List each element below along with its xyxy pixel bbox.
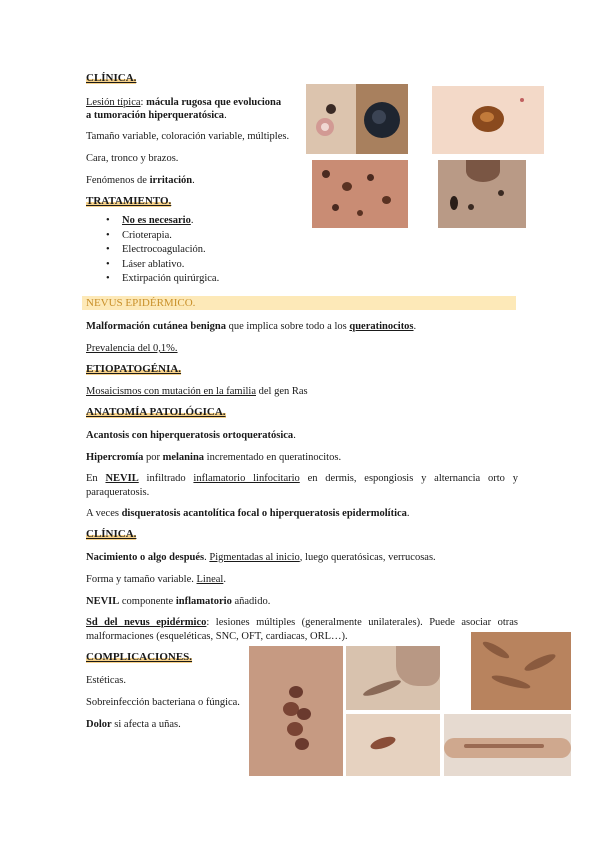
hipercromia-text <box>86 451 341 464</box>
photo-back-lesions <box>312 160 408 228</box>
photo-back-systematized <box>471 632 571 710</box>
irritation-text <box>86 174 195 187</box>
dolor-text <box>86 718 181 731</box>
lesion-text-l2: a tumoración hiperqueratósica <box>86 110 225 121</box>
treatment-item: • Crioterapia. <box>106 229 219 244</box>
etiopatogenia-text <box>86 385 308 398</box>
nevil-mid: componente <box>119 596 176 607</box>
nevil-text <box>86 472 518 499</box>
hiper-bold: Hipercromía <box>86 452 144 463</box>
treatment-item-text: No es necesario <box>122 215 191 226</box>
period: . <box>293 430 296 441</box>
mosaicism-u: Mosaicismos con mutación en la familia <box>86 386 256 397</box>
photo-linear-nevus <box>346 714 440 776</box>
nevil-rest: en dermis, espongiosis y alternancia orto y paraqueratosis. <box>86 473 518 498</box>
sd-term: Sd del nevus epidérmico <box>86 617 207 628</box>
inflam-u: inflamatorio linfocitario <box>193 473 300 484</box>
photo-seb-keratosis-2 <box>356 84 408 154</box>
sd-nevus-text <box>86 616 518 643</box>
photo-seb-keratosis-3 <box>432 86 544 154</box>
treatment-item: • Láser ablativo. <box>106 258 219 273</box>
nevil-mid: infiltrado <box>138 473 194 484</box>
photo-seb-keratosis-1 <box>306 84 356 154</box>
hiper-mid: por <box>143 452 163 463</box>
period: . <box>406 508 410 519</box>
location-text: Cara, tronco y brazos. <box>86 153 179 164</box>
sd-rest: : lesiones múltiples (generalmente unilaterales). Puede asociar otras malformaciones (esqueléticas, SNC, OFT, cardiacas, ORL…). <box>86 617 518 642</box>
forma-text <box>86 573 226 586</box>
nevil-inflam-text <box>86 595 270 608</box>
dolor-rest: si afecta a uñas. <box>111 719 181 730</box>
lesion-typical-line2 <box>86 109 227 122</box>
prevalence-u: Prevalencia del 0,1%. <box>86 343 178 354</box>
period: . <box>223 574 226 585</box>
melanina-bold: melanina <box>162 452 205 463</box>
nevil-term: NEVIL <box>105 473 139 484</box>
acantosis-bold: Acantosis con hiperqueratosis ortoqueratósica <box>86 430 294 441</box>
esteticas-text: Estéticas. <box>86 675 126 686</box>
photo-neck-nevus <box>346 646 440 710</box>
heading-clinica: CLÍNICA. <box>86 72 137 84</box>
forma-pre: Forma y tamaño variable. <box>86 574 197 585</box>
period: . <box>224 110 227 121</box>
ras-gene: del gen Ras <box>256 386 308 397</box>
heading-anatomia: ANATOMÍA PATOLÓGICA. <box>86 406 226 418</box>
nac-u: Pigmentadas al inicio <box>209 552 300 563</box>
treatment-item: • Extirpación quirúrgica. <box>106 272 219 287</box>
sobreinfeccion-text: Sobreinfección bacteriana o fúngica. <box>86 697 240 708</box>
photo-chest-lesions <box>438 160 526 228</box>
heading-complicaciones: COMPLICACIONES. <box>86 651 193 663</box>
size-text: Tamaño variable, coloración variable, múltiples. <box>86 131 290 142</box>
lesion-label: Lesión típica <box>86 97 141 108</box>
keratinocytes-term: queratinocitos <box>349 321 414 332</box>
heading-tratamiento: TRATAMIENTO. <box>86 195 172 207</box>
heading-clinica-2: CLÍNICA. <box>86 528 137 540</box>
dolor-bold: Dolor <box>86 719 112 730</box>
nac-rest: , luego queratósicas, verrucosas. <box>299 552 436 563</box>
period: . <box>190 215 194 226</box>
nac-bold: Nacimiento o algo después <box>86 552 205 563</box>
aveces-bold: disqueratosis acantolítica focal o hiperqueratosis epidermolítica <box>121 508 407 519</box>
prevalence-text <box>86 342 178 355</box>
lesion-text-l1: mácula rugosa que evoluciona <box>146 97 282 108</box>
nevil-bold: NEVIL <box>86 596 120 607</box>
period: . <box>413 321 417 332</box>
treatment-list <box>106 214 219 287</box>
aveces-text <box>86 507 410 520</box>
lesion-typical-line1 <box>86 96 281 109</box>
hiper-rest: incrementado en queratinocitos. <box>204 452 342 463</box>
nevil-pre: En <box>86 473 106 484</box>
aveces-pre: A veces <box>86 508 122 519</box>
photo-arm-linear-nevus <box>444 714 571 776</box>
sep: : <box>140 97 147 108</box>
irritation-bold: irritación <box>149 175 193 186</box>
period: . <box>192 175 195 186</box>
malf-bold: Malformación cutánea benigna <box>86 321 226 332</box>
nevil-rest: añadido. <box>231 596 271 607</box>
treatment-item <box>106 214 219 229</box>
nacimiento-text <box>86 551 436 564</box>
forma-u: Lineal <box>196 574 224 585</box>
malformation-text <box>86 320 416 333</box>
irritation-pre: Fenómenos de <box>86 175 150 186</box>
heading-nevus-epidermico: NEVUS EPIDÉRMICO. <box>86 297 196 309</box>
treatment-item: • Electrocoagulación. <box>106 243 219 258</box>
photo-verrucous-nevus <box>249 646 343 776</box>
sep: . <box>204 552 210 563</box>
acantosis-text <box>86 429 296 442</box>
malf-mid: que implica sobre todo a los <box>226 321 350 332</box>
inflam-bold: inflamatorio <box>175 596 232 607</box>
heading-etiopatogenia: ETIOPATOGÉNIA. <box>86 363 182 375</box>
